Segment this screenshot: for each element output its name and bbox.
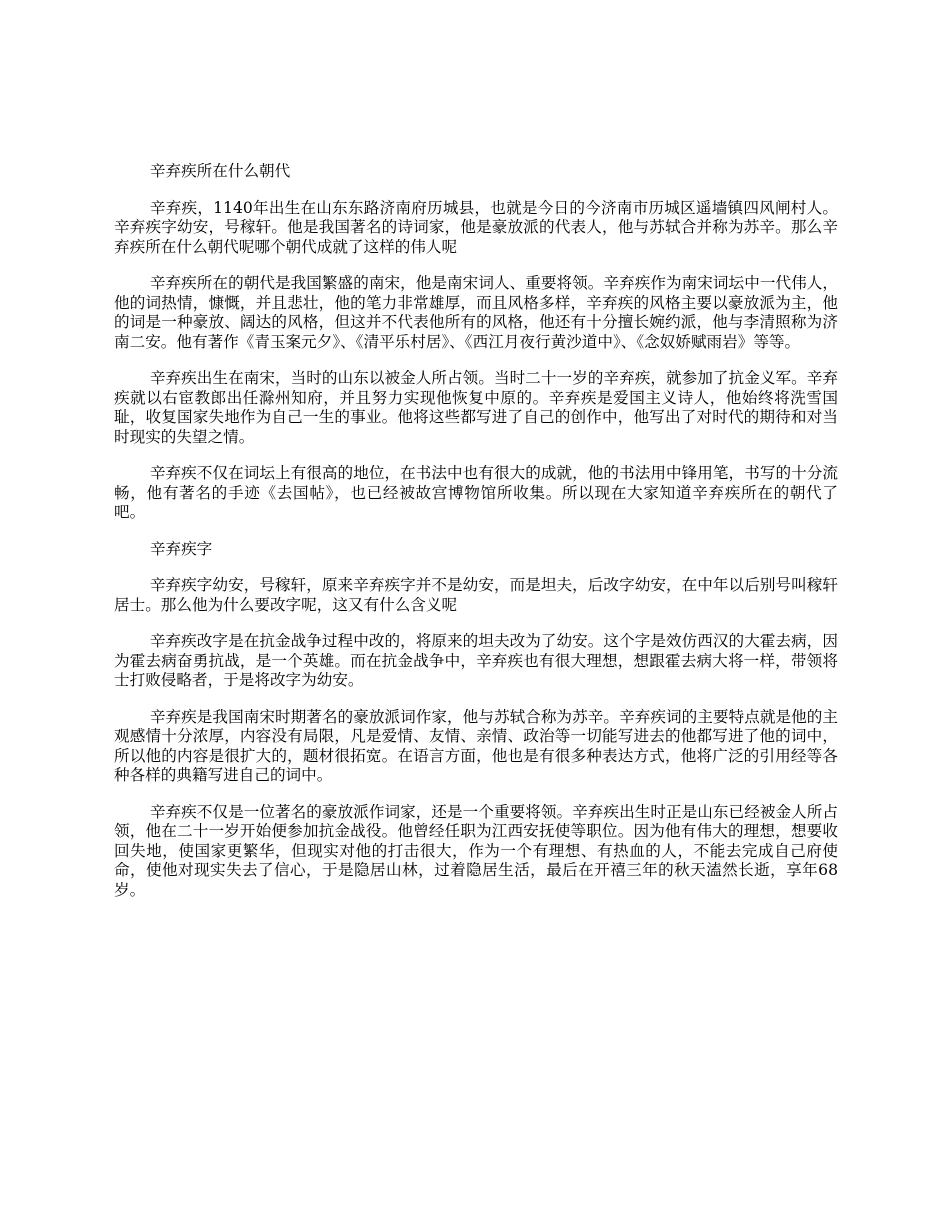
paragraph: 辛弃疾所在的朝代是我国繁盛的南宋，他是南宋词人、重要将领。辛弃疾作为南宋词坛中一代伟人，他的词热情，慷慨，并且悲壮，他的笔力非常雄厚，而且风格多样，辛弃疾的风格主要以豪放派为主，他的词是一种豪放、阔达的风格，但这并不代表他所有的风格，他还有十分擅长婉约派，他与李清照称为济南二安。他有著作《青玉案元夕》、《清平乐村居》、《西江月夜行黄沙道中》、《念奴娇赋雨岩》等等。 (114, 274, 838, 351)
paragraph: 辛弃疾出生在南宋，当时的山东以被金人所占领。当时二十一岁的辛弃疾，就参加了抗金义军。辛弃疾就以右宦教郎出任滁州知府，并且努力实现他恢复中原的。辛弃疾是爱国主义诗人，他始终将洗雪国耻，收复国家失地作为自己一生的事业。他将这些都写进了自己的创作中，他写出了对时代的期待和对当时现实的失望之情。 (114, 369, 838, 446)
paragraph: 辛弃疾字幼安，号稼轩，原来辛弃疾字并不是幼安，而是坦夫，后改字幼安，在中年以后别号叫稼轩居士。那么他为什么要改字呢，这又有什么含义呢 (114, 576, 838, 614)
section-title-dynasty: 辛弃疾所在什么朝代 (149, 162, 291, 180)
paragraph: 辛弃疾不仅在词坛上有很高的地位，在书法中也有很大的成就，他的书法用中锋用笔，书写的十分流畅，他有著名的手迹《去国帖》，也已经被故宫博物馆所收集。所以现在大家知道辛弃疾所在的朝代了吧。 (114, 464, 838, 521)
section-title-courtesy-name: 辛弃疾字 (149, 539, 213, 558)
paragraph: 辛弃疾改字是在抗金战争过程中改的，将原来的坦夫改为了幼安。这个字是效仿西汉的大霍去病，因为霍去病奋勇抗战，是一个英雄。而在抗金战争中，辛弃疾也有很大理想，想跟霍去病大将一样，带领将士打败侵略者，于是将改字为幼安。 (114, 632, 838, 689)
paragraph: 辛弃疾是我国南宋时期著名的豪放派词作家，他与苏轼合称为苏辛。辛弃疾词的主要特点就是他的主观感情十分浓厚，内容没有局限，凡是爱情、友情、亲情、政治等一切能写进去的他都写进了他的词中，所以他的内容是很扩大的，题材很拓宽。在语言方面，他也是有很多种表达方式，他将广泛的引用经等各种各样的典籍写进自己的词中。 (114, 707, 838, 784)
paragraph: 辛弃疾不仅是一位著名的豪放派作词家，还是一个重要将领。辛弃疾出生时正是山东已经被金人所占领，他在二十一岁开始便参加抗金战役。他曾经任职为江西安抚使等职位。因为他有伟大的理想，想要收回失地，使国家更繁华，但现实对他的打击很大，作为一个有理想、有热血的人，不能去完成自己府使命，使他对现实失去了信心，于是隐居山林，过着隐居生活，最后在开禧三年的秋天溘然长逝，享年68岁。 (114, 802, 838, 899)
paragraph: 辛弃疾，1140年出生在山东东路济南府历城县，也就是今日的今济南市历城区遥墙镇四风闸村人。辛弃疾字幼安，号稼轩。他是我国著名的诗词家，他是豪放派的代表人，他与苏轼合并称为苏辛。那么辛弃疾所在什么朝代呢哪个朝代成就了这样的伟人呢 (114, 198, 838, 256)
document-body (114, 162, 838, 917)
